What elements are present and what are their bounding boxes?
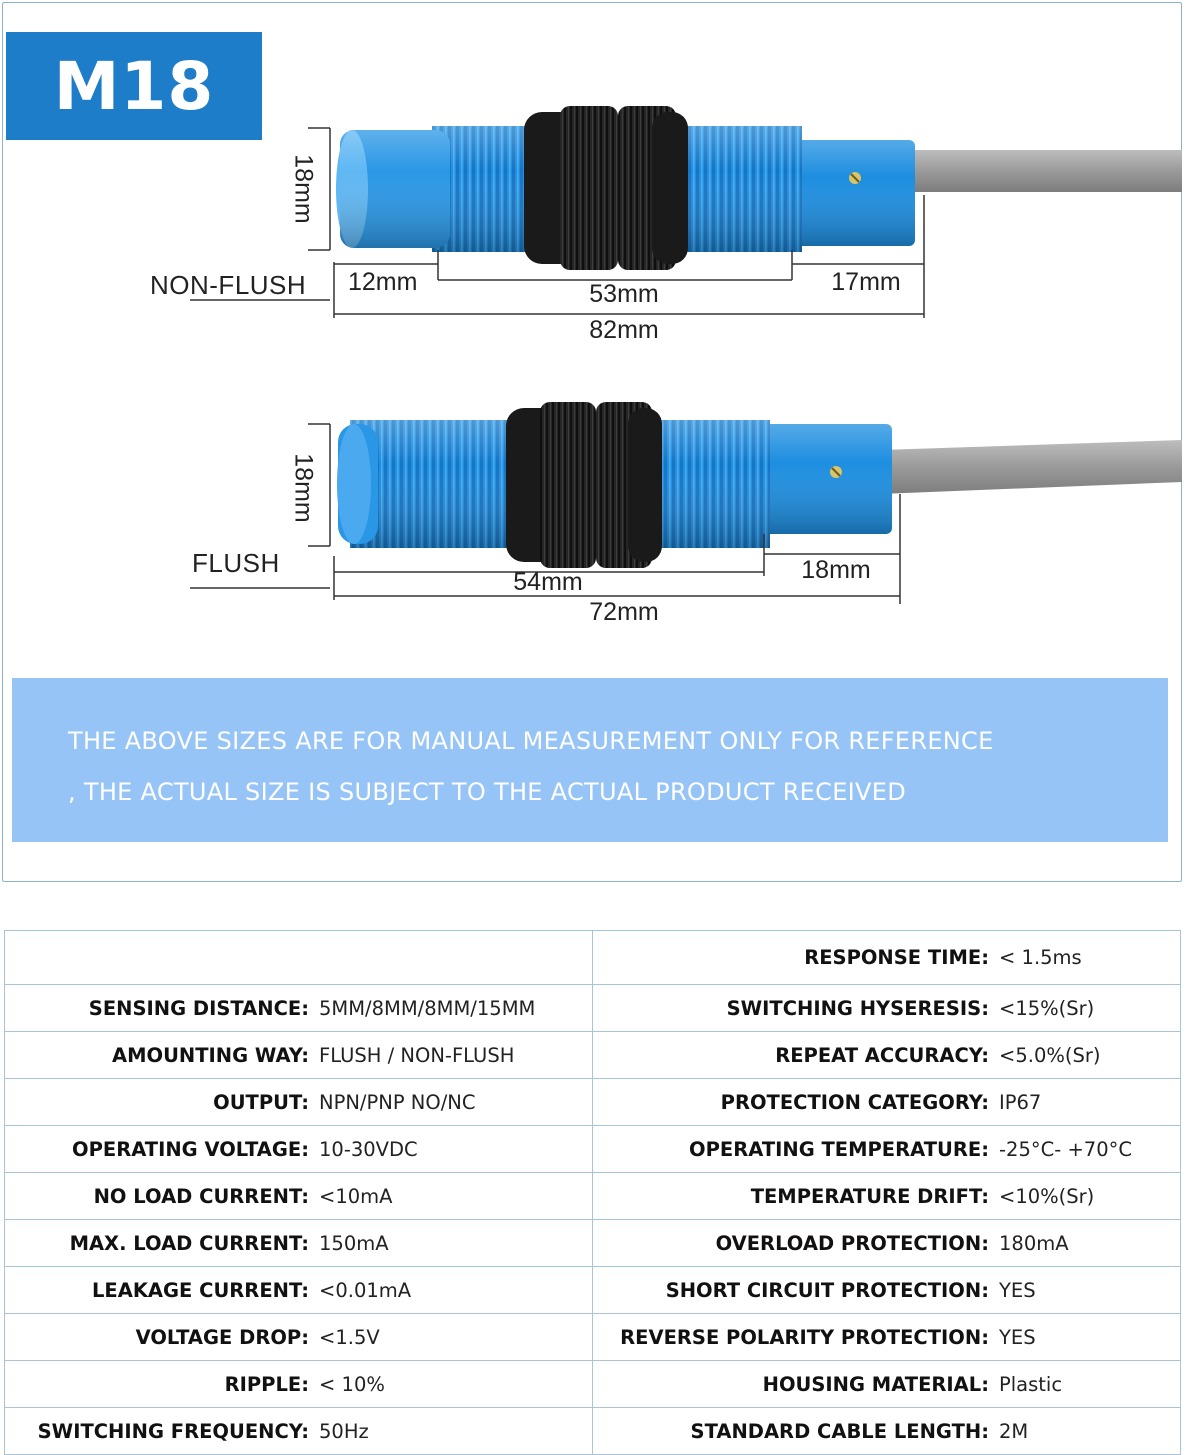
spec-cell-right: [593, 1032, 1181, 1079]
spec-cell-right: [593, 1126, 1181, 1173]
spec-value: <10%(Sr): [999, 1184, 1095, 1208]
spec-row: [5, 1032, 1181, 1079]
spec-cell-right: [593, 985, 1181, 1032]
spec-cell-right: [593, 1361, 1181, 1408]
spec-row: [5, 1173, 1181, 1220]
spec-label: REPEAT ACCURACY:: [775, 1043, 989, 1067]
spec-cell-left: [5, 1220, 593, 1267]
spec-value: NPN/PNP NO/NC: [319, 1090, 476, 1114]
flush-total-length: 72mm: [589, 598, 659, 626]
spec-label: SHORT CIRCUIT PROTECTION:: [665, 1278, 989, 1302]
spec-value: -25°C- +70°C: [999, 1137, 1132, 1161]
model-badge: M18: [6, 32, 262, 140]
spec-label: SWITCHING FREQUENCY:: [37, 1419, 309, 1443]
spec-value: <10mA: [319, 1184, 393, 1208]
spec-label: OUTPUT:: [213, 1090, 309, 1114]
spec-value: 2M: [999, 1419, 1029, 1443]
spec-value: < 10%: [319, 1372, 385, 1396]
spec-cell-left: [5, 1361, 593, 1408]
spec-value: < 1.5ms: [999, 946, 1082, 969]
spec-row: [5, 1361, 1181, 1408]
disclaimer-line-2: , THE ACTUAL SIZE IS SUBJECT TO THE ACTUAL PRODUCT RECEIVED: [68, 778, 907, 806]
flush-label: FLUSH: [192, 548, 280, 578]
spec-label: HOUSING MATERIAL:: [762, 1372, 989, 1396]
spec-label: REVERSE POLARITY PROTECTION:: [620, 1325, 989, 1349]
spec-value: YES: [999, 1278, 1036, 1302]
spec-cell-left: [5, 931, 593, 985]
spec-cell-right: [593, 1220, 1181, 1267]
spec-cell-right: [593, 931, 1181, 985]
flush-sensor: [337, 402, 1182, 568]
spec-label: RIPPLE:: [224, 1372, 309, 1396]
spec-value: 180mA: [999, 1231, 1069, 1255]
spec-table: [4, 930, 1181, 1455]
spec-row: [5, 1267, 1181, 1314]
spec-row: [5, 1314, 1181, 1361]
spec-label: VOLTAGE DROP:: [135, 1325, 309, 1349]
disclaimer-line-1: THE ABOVE SIZES ARE FOR MANUAL MEASUREMENT ONLY FOR REFERENCE: [68, 727, 994, 755]
spec-cell-left: [5, 1408, 593, 1455]
spec-value: 5MM/8MM/8MM/15MM: [319, 996, 536, 1020]
spec-label: OPERATING TEMPERATURE:: [689, 1137, 989, 1161]
spec-cell-right: [593, 1314, 1181, 1361]
spec-label: STANDARD CABLE LENGTH:: [690, 1419, 989, 1443]
spec-row: [5, 1079, 1181, 1126]
spec-label: MAX. LOAD CURRENT:: [69, 1231, 309, 1255]
spec-cell-left: [5, 1079, 593, 1126]
flush-nut-2: [628, 408, 662, 562]
spec-cell-right: [593, 1173, 1181, 1220]
spec-label: OVERLOAD PROTECTION:: [715, 1231, 989, 1255]
spec-row: [5, 931, 1181, 985]
spec-label: AMOUNTING WAY:: [112, 1043, 309, 1067]
non-flush-total-length: 82mm: [589, 316, 659, 344]
spec-label: SENSING DISTANCE:: [88, 996, 309, 1020]
spec-cell-left: [5, 1267, 593, 1314]
non-flush-label: NON-FLUSH: [150, 270, 307, 300]
spec-cell-left: [5, 1126, 593, 1173]
spec-row: [5, 1220, 1181, 1267]
spec-value: <5.0%(Sr): [999, 1043, 1101, 1067]
spec-label: NO LOAD CURRENT:: [93, 1184, 309, 1208]
spec-cell-right: [593, 1408, 1181, 1455]
spec-cell-right: [593, 1079, 1181, 1126]
spec-cell-left: [5, 1314, 593, 1361]
spec-value: YES: [999, 1325, 1036, 1349]
spec-label: RESPONSE TIME:: [804, 946, 989, 969]
non-flush-nut-2: [652, 112, 688, 264]
spec-cell-left: [5, 1173, 593, 1220]
spec-label: LEAKAGE CURRENT:: [91, 1278, 309, 1302]
spec-row: [5, 985, 1181, 1032]
spec-value: FLUSH / NON-FLUSH: [319, 1043, 515, 1067]
spec-value: <1.5V: [319, 1325, 380, 1349]
spec-value: <0.01mA: [319, 1278, 412, 1302]
spec-cell-right: [593, 1267, 1181, 1314]
spec-row: [5, 1126, 1181, 1173]
spec-cell-left: [5, 1032, 593, 1079]
flush-diameter: 18mm: [289, 453, 318, 523]
spec-value: IP67: [999, 1090, 1042, 1114]
non-flush-diameter: 18mm: [289, 154, 318, 224]
spec-value: <15%(Sr): [999, 996, 1095, 1020]
spec-label: OPERATING VOLTAGE:: [72, 1137, 309, 1161]
spec-value: 150mA: [319, 1231, 389, 1255]
spec-label: PROTECTION CATEGORY:: [720, 1090, 989, 1114]
flush-cable: [880, 440, 1182, 494]
flush-thread-length: 54mm: [513, 568, 583, 596]
non-flush-cable: [900, 150, 1182, 192]
spec-value: Plastic: [999, 1372, 1063, 1396]
non-flush-tail-length: 17mm: [831, 268, 901, 296]
spec-value: 50Hz: [319, 1419, 369, 1443]
non-flush-sensor: [336, 106, 1182, 270]
spec-label: TEMPERATURE DRIFT:: [750, 1184, 989, 1208]
spec-row: [5, 1408, 1181, 1455]
flush-tail-length: 18mm: [801, 556, 871, 584]
non-flush-head-length: 12mm: [348, 268, 418, 296]
spec-label: SWITCHING HYSERESIS:: [726, 996, 989, 1020]
spec-cell-left: [5, 985, 593, 1032]
non-flush-thread-length: 53mm: [589, 280, 659, 308]
spec-value: 10-30VDC: [319, 1137, 418, 1161]
size-disclaimer: [12, 678, 1168, 842]
